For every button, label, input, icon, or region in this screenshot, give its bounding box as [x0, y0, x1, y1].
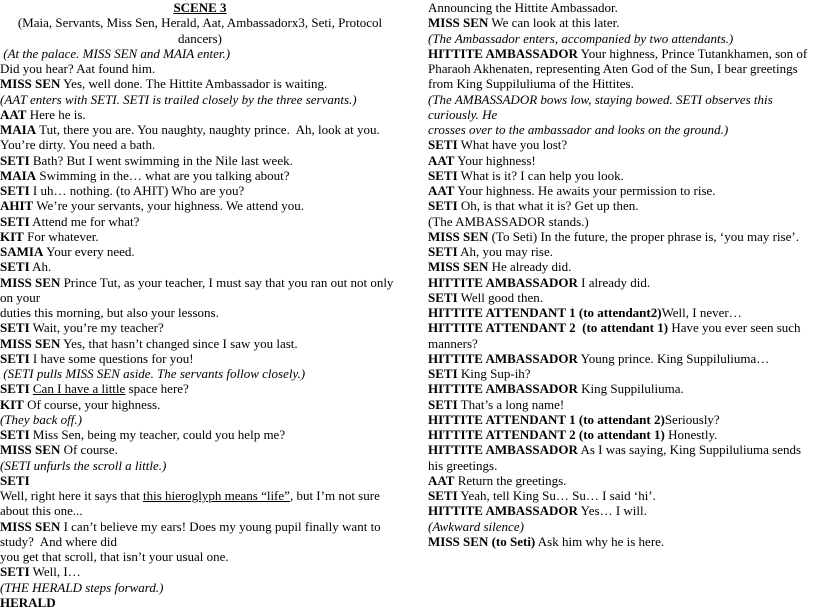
speaker-name: MISS SEN [428, 15, 489, 31]
dialogue-line [428, 381, 814, 396]
dialogue-text: Attend me for what? [29, 213, 140, 229]
dialogue-text: Swimming in the… what are you talking about? [36, 167, 290, 183]
dialogue-line [428, 488, 814, 503]
stage-direction [0, 412, 400, 427]
dialogue-line [428, 473, 814, 488]
speaker-name: MISS SEN [0, 76, 61, 92]
dialogue-text: space here? [125, 381, 189, 397]
speaker-name: MISS SEN [0, 274, 61, 290]
speaker-name: SETI [428, 488, 458, 503]
dialogue-text: Ask him why he is here. [535, 533, 665, 549]
dialogue-line [0, 320, 400, 335]
underlined-text: Can I have a little [32, 381, 126, 397]
speaker-name: SETI [0, 213, 30, 229]
dialogue-text: As I was saying, King Suppiluliuma sends his greetings. [428, 442, 805, 473]
dialogue-line [0, 198, 400, 213]
dialogue-text: Seriously? [664, 411, 720, 427]
dialogue-line [0, 473, 400, 488]
dialogue-line [428, 397, 814, 412]
dialogue-text: Have you ever seen such manners? [428, 320, 804, 351]
dialogue-line [428, 244, 814, 259]
dialogue-text: He already did. [488, 259, 572, 275]
dialogue-line [428, 351, 814, 366]
speaker-name: MISS SEN [0, 518, 61, 534]
dialogue-text: I have some questions for you! [29, 350, 194, 366]
speaker-name: MISS SEN [0, 442, 61, 458]
dialogue-text: Here he is. [26, 106, 86, 122]
stage-direction-text: (The Ambassador enters, accompanied by two attendants.) [428, 30, 734, 46]
speaker-name: AAT [428, 152, 455, 168]
plain-text: , but I’m not sure about this one... [0, 488, 384, 519]
stage-direction [0, 580, 400, 595]
dialogue-text: Yes, well done. The Hittite Ambassador is waiting. [60, 76, 328, 92]
script-column-right [428, 0, 814, 549]
dialogue-line [428, 320, 814, 351]
text-line [428, 214, 814, 229]
dialogue-text: Bath? But I went swimming in the Nile last week. [29, 152, 293, 168]
script-column-left [0, 0, 400, 610]
stage-direction-text: (SETI pulls MISS SEN aside. The servants follow closely.) [0, 366, 306, 381]
speaker-name: SETI [0, 152, 30, 168]
dialogue-line [0, 595, 400, 610]
dialogue-line [0, 442, 400, 457]
dialogue-line [428, 366, 814, 381]
speaker-name: HITTITE AMBASSADOR [428, 45, 578, 61]
text-line [0, 61, 400, 76]
dialogue-text: Miss Sen, being my teacher, could you help me? [29, 427, 286, 442]
dialogue-line [428, 427, 814, 442]
speaker-name: SETI [428, 244, 458, 259]
text-line [428, 0, 814, 15]
dialogue-text: Your highness! [454, 152, 536, 168]
speaker-name: KIT [0, 228, 24, 244]
speaker-name: HITTITE AMBASSADOR [428, 350, 578, 366]
dialogue-text: King Sup-ih? [457, 366, 531, 381]
underlined-text: this hieroglyph means “life” [143, 488, 290, 503]
dialogue-text: That’s a long name! [457, 396, 565, 412]
speaker-name: HITTITE AMBASSADOR [428, 442, 578, 458]
dialogue-text: I already did. [577, 274, 651, 290]
stage-direction [0, 366, 400, 381]
speaker-name: SETI [0, 320, 30, 336]
speaker-name: SETI [428, 137, 458, 153]
dialogue-line [428, 183, 814, 198]
dialogue-line [428, 153, 814, 168]
dialogue-line [0, 519, 400, 550]
speaker-name: SETI [428, 167, 458, 183]
stage-direction-text: (The AMBASSADOR bows low, staying bowed. SETI observes this curiously. He [428, 91, 776, 122]
stage-direction [0, 92, 400, 107]
speaker-name: MISS SEN [428, 259, 489, 275]
dialogue-text: Ah, you may rise. [457, 244, 553, 259]
dialogue-line [0, 107, 400, 122]
cast-list [0, 15, 400, 46]
speaker-name: SETI [0, 472, 30, 488]
dialogue-text: Well, I… [29, 564, 81, 580]
dialogue-text: Of course, your highness. [23, 396, 161, 412]
dialogue-line [428, 503, 814, 518]
speaker-name: HITTITE AMBASSADOR [428, 503, 578, 519]
dialogue-line [0, 259, 400, 274]
dialogue-text: We’re your servants, your highness. We attend you. [33, 198, 304, 214]
plain-text: duties this morning, but also your lessons. [0, 305, 219, 320]
plain-text: Did you hear? Aat found him. [0, 61, 156, 76]
dialogue-text: Well good then. [457, 289, 544, 305]
dialogue-line [428, 412, 814, 427]
speaker-name: SETI [428, 198, 458, 214]
speaker-name: SETI [428, 366, 458, 381]
stage-direction-text: (SETI unfurls the scroll a little.) [0, 457, 167, 473]
dialogue-line [428, 168, 814, 183]
stage-direction [428, 122, 814, 137]
stage-direction-text: (AAT enters with SETI. SETI is trailed closely by the three servants.) [0, 91, 357, 107]
speaker-name: HITTITE ATTENDANT 1 (to attendant 2) [428, 411, 665, 427]
dialogue-line [0, 275, 400, 306]
dialogue-line [0, 564, 400, 579]
dialogue-text: Tut, there you are. You naughty, naughty prince. Ah, look at you. You’re dirty. You need a bath. [0, 122, 383, 153]
dialogue-text: Return the greetings. [454, 472, 567, 488]
dialogue-text: Yes… I will. [577, 503, 647, 519]
dialogue-text: Ah. [29, 259, 52, 275]
speaker-name: HITTITE ATTENDANT 2 (to attendant 1) [428, 427, 665, 442]
dialogue-line [0, 381, 400, 396]
speaker-name: SAMIA [0, 244, 44, 259]
speaker-name: HITTITE AMBASSADOR [428, 274, 578, 290]
text-line [0, 305, 400, 320]
dialogue-text: Yes, that hasn’t changed since I saw you last. [60, 335, 298, 351]
speaker-name: AAT [0, 106, 27, 122]
dialogue-text: Your every need. [43, 244, 135, 259]
speaker-name: MAIA [0, 167, 37, 183]
dialogue-line [0, 153, 400, 168]
dialogue-text: Prince Tut, as your teacher, I must say that you ran out not only on your [0, 274, 397, 305]
dialogue-text: Young prince. King Suppiluliuma… [577, 350, 770, 366]
speaker-name: HERALD [0, 594, 56, 610]
text-line [0, 488, 400, 519]
dialogue-line [0, 244, 400, 259]
dialogue-line [0, 122, 400, 153]
dialogue-text: Well, I never… [661, 305, 742, 320]
dialogue-text: I can’t believe my ears! Does my young pupil finally want to study? And where did [0, 518, 384, 549]
speaker-name: SETI [0, 259, 30, 275]
dialogue-text: What is it? I can help you look. [457, 167, 624, 183]
dialogue-line [0, 183, 400, 198]
dialogue-line [0, 76, 400, 91]
dialogue-text: What have you lost? [457, 137, 568, 153]
dialogue-line [0, 168, 400, 183]
speaker-name: SETI [428, 289, 458, 305]
dialogue-line [428, 198, 814, 213]
speaker-name: SETI [0, 381, 30, 397]
dialogue-line [428, 290, 814, 305]
dialogue-line [428, 305, 814, 320]
speaker-name: MISS SEN [0, 335, 61, 351]
text-line [0, 549, 400, 564]
dialogue-text: We can look at this later. [488, 15, 620, 31]
plain-text: you get that scroll, that isn’t your usual one. [0, 549, 229, 564]
speaker-name: HITTITE ATTENDANT 1 (to attendant2) [428, 305, 662, 320]
speaker-name: KIT [0, 396, 24, 412]
dialogue-text: I uh… nothing. (to AHIT) Who are you? [29, 183, 245, 198]
dialogue-line [428, 275, 814, 290]
plain-text: Announcing the Hittite Ambassador. [428, 0, 618, 15]
speaker-name: SETI [428, 396, 458, 412]
dialogue-line [428, 534, 814, 549]
dialogue-line [428, 46, 814, 92]
speaker-name: SETI [0, 564, 30, 580]
dialogue-line [0, 214, 400, 229]
speaker-name: AHIT [0, 198, 34, 214]
dialogue-line [428, 259, 814, 274]
dialogue-text: Oh, is that what it is? Get up then. [457, 198, 639, 214]
dialogue-line [0, 351, 400, 366]
speaker-name: SETI [0, 350, 30, 366]
dialogue-text: (To Seti) In the future, the proper phrase is, ‘you may rise’. [488, 228, 799, 244]
speaker-name: AAT [428, 183, 455, 198]
stage-direction [0, 46, 400, 61]
stage-direction-text: crosses over to the ambassador and looks on the ground.) [428, 122, 729, 137]
stage-direction-text: (They back off.) [0, 411, 82, 427]
dialogue-text: King Suppiluliuma. [577, 381, 684, 397]
dialogue-text: Wait, you’re my teacher? [29, 320, 164, 336]
dialogue-line [0, 427, 400, 442]
cast-list-text: (Maia, Servants, Miss Sen, Herald, Aat, Ambassadorx3, Seti, Protocol dancers) [17, 15, 386, 46]
speaker-name: HITTITE AMBASSADOR [428, 381, 578, 397]
speaker-name: AAT [428, 472, 455, 488]
dialogue-line [428, 442, 814, 473]
stage-direction [0, 458, 400, 473]
scene-title [0, 0, 400, 15]
dialogue-text: Of course. [60, 442, 118, 458]
stage-direction-text: (Awkward silence) [428, 518, 524, 534]
speaker-name: MISS SEN (to Seti) [428, 533, 536, 549]
stage-direction [428, 92, 814, 123]
dialogue-text: Honestly. [664, 427, 718, 442]
scene-title-text: SCENE 3 [173, 0, 227, 15]
dialogue-line [428, 137, 814, 152]
stage-direction [428, 519, 814, 534]
dialogue-line [428, 229, 814, 244]
dialogue-line [0, 229, 400, 244]
speaker-name: SETI [0, 427, 30, 442]
stage-direction-text: (THE HERALD steps forward.) [0, 579, 164, 595]
speaker-name: MAIA [0, 122, 37, 137]
dialogue-line [0, 397, 400, 412]
speaker-name: MISS SEN [428, 228, 489, 244]
plain-text: Well, right here it says that [0, 488, 143, 503]
plain-text: (The AMBASSADOR stands.) [428, 213, 589, 229]
dialogue-line [428, 15, 814, 30]
stage-direction [428, 31, 814, 46]
dialogue-text: Your highness, Prince Tutankhamen, son of Pharaoh Akhenaten, representing Aten God of the Sun, I bear greetings from King Suppiluliuma of the Hittites. [428, 45, 811, 92]
speaker-name: SETI [0, 183, 30, 198]
dialogue-text: Your highness. He awaits your permission to rise. [454, 183, 716, 198]
dialogue-text: Yeah, tell King Su… Su… I said ‘hi’. [457, 488, 656, 503]
stage-direction-text: (At the palace. MISS SEN and MAIA enter.) [0, 45, 231, 61]
dialogue-text: For whatever. [23, 228, 99, 244]
dialogue-line [0, 336, 400, 351]
speaker-name: HITTITE ATTENDANT 2 (to attendant 1) [428, 320, 669, 336]
